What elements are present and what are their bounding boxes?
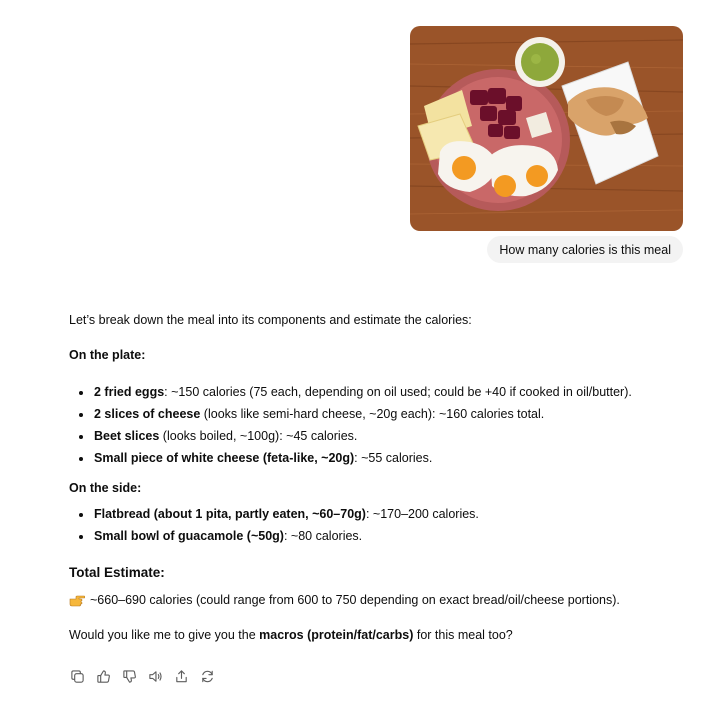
item-name: Small bowl of guacamole (~50g) (94, 529, 284, 543)
pointing-hand-icon (69, 595, 85, 607)
uploaded-meal-photo[interactable] (410, 26, 683, 231)
item-name: 2 slices of cheese (94, 407, 201, 421)
side-heading: On the side: (69, 481, 142, 495)
total-estimate-text: ~660–690 calories (could range from 600 to 750 depending on exact bread/oil/cheese portions). (90, 593, 620, 607)
read-aloud-button[interactable] (145, 666, 165, 686)
list-item (69, 428, 632, 450)
regenerate-button[interactable] (197, 666, 217, 686)
copy-button[interactable] (67, 666, 87, 686)
item-detail: (looks boiled, ~100g): ~45 calories. (159, 429, 358, 443)
item-detail: : ~150 calories (75 each, depending on oil used; could be +40 if cooked in oil/butter). (164, 385, 632, 399)
list-item (69, 528, 479, 550)
total-heading: Total Estimate: (69, 565, 165, 580)
thumbs-down-icon (122, 669, 137, 684)
item-name: Small piece of white cheese (feta-like, ~20g) (94, 451, 355, 465)
user-message-bubble (487, 236, 683, 263)
share-button[interactable] (171, 666, 191, 686)
item-name: 2 fried eggs (94, 385, 165, 399)
copy-icon (70, 669, 85, 684)
user-message-text: How many calories is this meal (499, 242, 671, 257)
total-estimate (69, 592, 620, 609)
followup-emphasis: macros (protein/fat/carbs) (259, 628, 414, 642)
list-item (69, 406, 632, 428)
followup-question (69, 627, 513, 644)
thumbs-up-icon (96, 669, 111, 684)
item-detail: : ~170–200 calories. (365, 507, 479, 521)
list-item (69, 506, 479, 528)
response-actions (67, 666, 217, 686)
list-item (69, 450, 632, 472)
side-items-list (69, 506, 479, 550)
list-item (69, 384, 632, 406)
followup-prefix: Would you like me to give you the (69, 628, 260, 642)
regenerate-icon (200, 669, 215, 684)
followup-suffix: for this meal too? (413, 628, 513, 642)
bad-response-button[interactable] (119, 666, 139, 686)
response-intro: Let’s break down the meal into its components and estimate the calories: (69, 313, 472, 327)
item-detail: (looks like semi-hard cheese, ~20g each): ~160 calories total. (200, 407, 545, 421)
good-response-button[interactable] (93, 666, 113, 686)
item-detail: : ~55 calories. (354, 451, 433, 465)
item-name: Beet slices (94, 429, 160, 443)
plate-items-list (69, 384, 632, 472)
plate-heading: On the plate: (69, 348, 146, 362)
item-name: Flatbread (about 1 pita, partly eaten, ~60–70g) (94, 507, 366, 521)
item-detail: : ~80 calories. (283, 529, 363, 543)
read-aloud-icon (148, 669, 163, 684)
share-icon (174, 669, 189, 684)
